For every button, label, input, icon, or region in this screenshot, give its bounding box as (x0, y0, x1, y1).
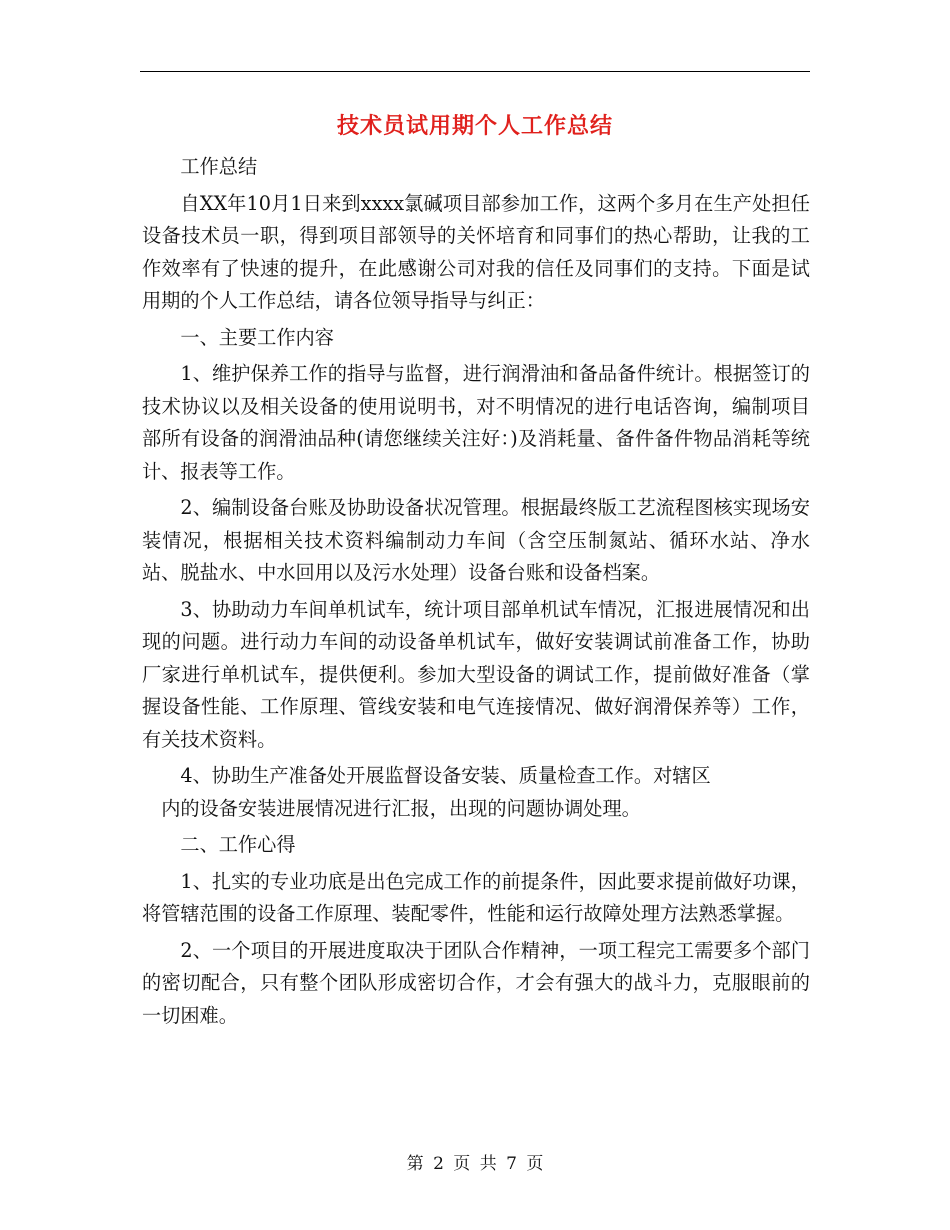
body-paragraph: 3、协助动力车间单机试车，统计项目部单机试车情况，汇报进展情况和出现的问题。进行动力车间的动设备单机试车，做好安装调试前准备工作，协助厂家进行单机试车，提供便利。参加大型设备的调试工作，提前做好准备（掌握设备性能、工作原理、管线安装和电气连接情况、做好润滑保养等）工作，有关技术资料。 (142, 597, 810, 751)
body-paragraph: 1、扎实的专业功底是出色完成工作的前提条件，因此要求提前做好功课，将管辖范围的设备工作原理、装配零件，性能和运行故障处理方法熟悉掌握。 (142, 869, 810, 925)
page-number: 第 2 页 共 7 页 (406, 1154, 544, 1174)
body-paragraph: 2、一个项目的开展进度取决于团队合作精神，一项工程完工需要多个部门的密切配合，只有整个团队形成密切合作，才会有强大的战斗力，克服眼前的一切困难。 (142, 938, 810, 1027)
section-heading: 二、工作心得 (180, 833, 296, 856)
body-paragraph-continuation: 内的设备安装进展情况进行汇报，出现的问题协调处理。 (161, 796, 641, 820)
header-rule (140, 71, 810, 72)
intro-paragraph: 自XX年10月1日来到xxxx氯碱项目部参加工作，这两个多月在生产处担任设备技术员一职，得到项目部领导的关怀培育和同事们的热心帮助，让我的工作效率有了快速的提升，在此感谢公司对我的信任及同事们的支持。下面是试用期的个人工作总结，请各位领导指导与纠正： (142, 191, 810, 312)
body-paragraph: 2、编制设备台账及协助设备状况管理。根据最终版工艺流程图核实现场安装情况，根据相关技术资料编制动力车间（含空压制氮站、循环水站、净水站、脱盐水、中水回用以及污水处理）设备台账和设备档案。 (142, 496, 810, 584)
document-body (142, 151, 810, 1032)
body-paragraph: 1、维护保养工作的指导与监督，进行润滑油和备品备件统计。根据签订的技术协议以及相关设备的使用说明书，对不明情况的进行电话咨询，编制项目部所有设备的润滑油品种(请您继续关注好：)及消耗量、备件备件物品消耗等统计、报表等工作。 (142, 362, 810, 483)
body-paragraph: 4、协助生产准备处开展监督设备安装、质量检查工作。对辖区 (180, 764, 711, 787)
section-label: 工作总结 (180, 155, 258, 178)
section-heading: 一、主要工作内容 (180, 325, 334, 349)
document-title: 技术员试用期个人工作总结 (336, 113, 613, 139)
